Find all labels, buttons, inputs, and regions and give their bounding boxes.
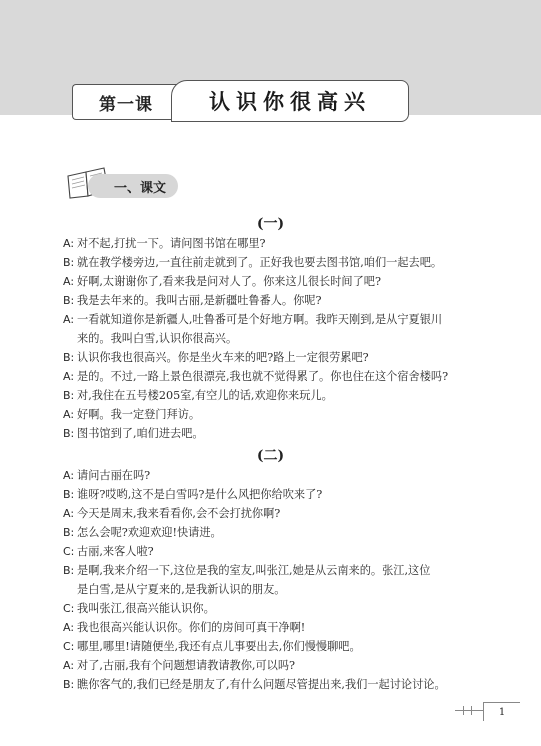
speaker-label: A: xyxy=(63,621,75,634)
part-two-title: (二) xyxy=(256,448,285,464)
dialogue-text: 图书馆到了,咱们进去吧。 xyxy=(77,427,204,440)
dialogue-text: 认识你我也很高兴。你是坐火车来的吧?路上一定很劳累吧? xyxy=(77,351,369,364)
dialogue-line xyxy=(63,637,493,656)
speaker-label: B: xyxy=(63,351,75,364)
speaker-label: B: xyxy=(63,526,75,539)
dialogue-text: 对了,古丽,我有个问题想请教请教你,可以吗? xyxy=(77,659,296,672)
dialogue-text: 对,我住在五号楼205室,有空儿的话,欢迎你来玩儿。 xyxy=(77,389,333,402)
speaker-label: C: xyxy=(63,602,75,615)
dialogue-text: 我是去年来的。我叫古丽,是新疆吐鲁番人。你呢? xyxy=(77,294,322,307)
speaker-label: B: xyxy=(63,678,75,691)
dialogue-line xyxy=(63,542,493,561)
speaker-label: B: xyxy=(63,389,75,402)
dialogue-text: 古丽,来客人啦? xyxy=(77,545,154,558)
dialogue-line xyxy=(63,234,493,253)
speaker-label: A: xyxy=(63,408,75,421)
dialogue-line xyxy=(63,561,493,580)
dialogue-text: 是白雪,是从宁夏来的,是我新认识的朋友。 xyxy=(77,583,286,596)
dialogue-line xyxy=(63,466,493,485)
speaker-label: B: xyxy=(63,294,75,307)
dialogue-line xyxy=(63,253,493,272)
dialogue-line xyxy=(63,291,493,310)
dialogue-line xyxy=(63,405,493,424)
dialogue-line xyxy=(63,656,493,675)
dialogue-line xyxy=(63,599,493,618)
dialogue-text: 怎么会呢?欢迎欢迎!快请进。 xyxy=(77,526,222,539)
speaker-label: B: xyxy=(63,564,75,577)
dialogue-line xyxy=(63,386,493,405)
lesson-title: 认识你很高兴 xyxy=(171,80,409,122)
speaker-label: A: xyxy=(63,507,75,520)
speaker-label: A: xyxy=(63,275,75,288)
speaker-label: B: xyxy=(63,427,75,440)
speaker-label: A: xyxy=(63,469,75,482)
speaker-label: A: xyxy=(63,237,75,250)
speaker-label: C: xyxy=(63,640,75,653)
dialogue-text: 好啊,太谢谢你了,看来我是问对人了。你来这儿很长时间了吧? xyxy=(77,275,381,288)
footer-rule xyxy=(455,710,483,711)
speaker-label: A: xyxy=(63,659,75,672)
dialogue-line xyxy=(63,329,493,348)
dialogue-line xyxy=(63,618,493,637)
dialogue-text: 瞧你客气的,我们已经是朋友了,有什么问题尽管提出来,我们一起讨论讨论。 xyxy=(77,678,446,691)
speaker-label: B: xyxy=(63,256,75,269)
dialogue-line xyxy=(63,348,493,367)
speaker-label: A: xyxy=(63,313,75,326)
speaker-label: B: xyxy=(63,488,75,501)
dialogue-text: 我叫张江,很高兴能认识你。 xyxy=(77,602,215,615)
lesson-number: 第一课 xyxy=(72,84,179,120)
dialogue-line xyxy=(63,504,493,523)
page-number: 1 xyxy=(483,702,520,721)
dialogue-text: 好啊。我一定登门拜访。 xyxy=(77,408,201,421)
dialogue-line xyxy=(63,523,493,542)
speaker-label: A: xyxy=(63,370,75,383)
dialogue-line xyxy=(63,424,493,443)
dialogue-text: 哪里,哪里!请随便坐,我还有点儿事要出去,你们慢慢聊吧。 xyxy=(77,640,361,653)
part-one-title: (一) xyxy=(256,216,285,232)
section-label: 一、课文 xyxy=(88,174,178,198)
dialogue-text: 今天是周末,我来看看你,会不会打扰你啊? xyxy=(77,507,281,520)
dialogue-line xyxy=(63,272,493,291)
dialogue-line xyxy=(63,310,493,329)
dialogue-text: 我也很高兴能认识你。你们的房间可真干净啊! xyxy=(77,621,306,634)
dialogue-text: 就在教学楼旁边,一直往前走就到了。正好我也要去图书馆,咱们一起去吧。 xyxy=(77,256,443,269)
footer-divider xyxy=(463,706,464,715)
dialogue-line xyxy=(63,580,493,599)
dialogue-line xyxy=(63,367,493,386)
speaker-label: C: xyxy=(63,545,75,558)
dialogue-line xyxy=(63,675,493,694)
dialogue-text: 请问古丽在吗? xyxy=(77,469,151,482)
dialogue-text: 来的。我叫白雪,认识你很高兴。 xyxy=(77,332,238,345)
footer-divider xyxy=(471,706,472,715)
dialogue-text: 是的。不过,一路上景色很漂亮,我也就不觉得累了。你也住在这个宿舍楼吗? xyxy=(77,370,449,383)
dialogue-text: 谁呀?哎哟,这不是白雪吗?是什么风把你给吹来了? xyxy=(77,488,323,501)
dialogue-text: 对不起,打扰一下。请问图书馆在哪里? xyxy=(77,237,266,250)
dialogue-text: 是啊,我来介绍一下,这位是我的室友,叫张江,她是从云南来的。张江,这位 xyxy=(77,564,431,577)
dialogue-text: 一看就知道你是新疆人,吐鲁番可是个好地方啊。我昨天刚到,是从宁夏银川 xyxy=(77,313,443,326)
dialogue-line xyxy=(63,485,493,504)
